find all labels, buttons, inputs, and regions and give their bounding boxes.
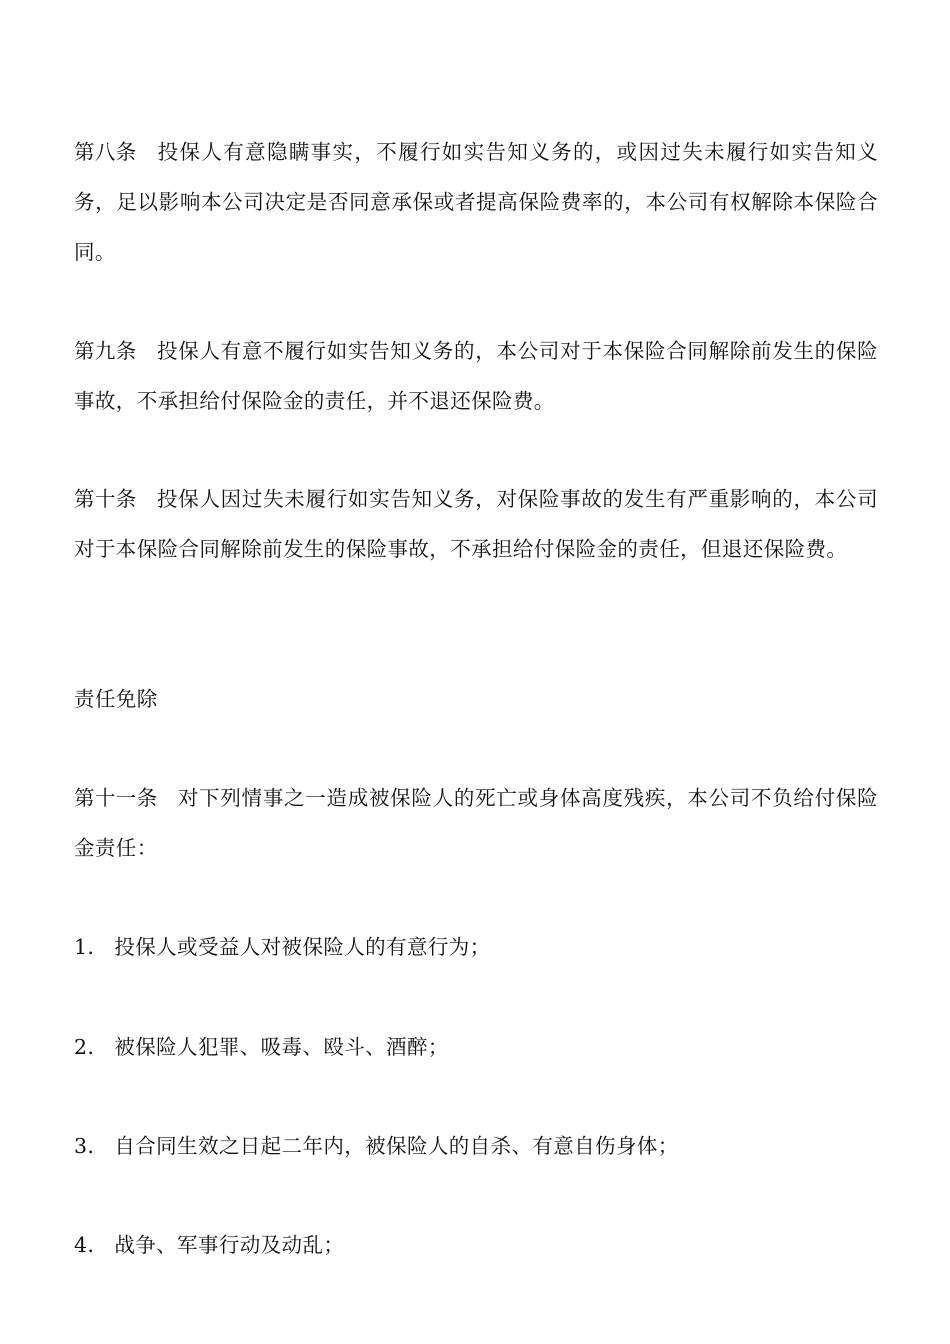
article-9-text: 投保人有意不履行如实告知义务的，本公司对于本保险合同解除前发生的保险事故，不承担给付保险金的责任，并不退还保险费。 [74,339,878,413]
exclusion-item-4-number: 4． [74,1233,109,1257]
exclusion-item-3-number: 3． [74,1134,109,1158]
exclusion-item-3 [74,1121,878,1171]
article-10 [74,474,878,574]
article-9 [74,326,878,426]
article-9-label: 第九条 [74,339,137,363]
exclusion-item-4 [74,1220,878,1270]
article-8-text: 投保人有意隐瞒事实，不履行如实告知义务的，或因过失未履行如实告知义务，足以影响本公司决定是否同意承保或者提高保险费率的，本公司有权解除本保险合同。 [74,140,878,264]
article-11 [74,773,878,873]
article-8-label: 第八条 [74,140,137,164]
article-11-text: 对下列情事之一造成被保险人的死亡或身体高度残疾，本公司不负给付保险金责任： [74,786,878,860]
section-heading: 责任免除 [74,687,158,711]
article-10-label: 第十条 [74,487,137,511]
article-10-text: 投保人因过失未履行如实告知义务，对保险事故的发生有严重影响的，本公司对于本保险合同解除前发生的保险事故，不承担给付保险金的责任，但退还保险费。 [74,487,878,561]
exclusion-item-2-number: 2． [74,1035,109,1059]
article-11-label: 第十一条 [74,786,158,810]
exclusion-item-4-text: 战争、军事行动及动乱； [114,1233,345,1257]
exclusion-item-1-text: 投保人或受益人对被保险人的有意行为； [114,935,491,959]
exclusion-item-2 [74,1022,878,1072]
exclusion-item-1 [74,922,878,972]
exclusion-item-3-text: 自合同生效之日起二年内，被保险人的自杀、有意自伤身体； [114,1134,679,1158]
article-8 [74,127,878,277]
exclusion-item-2-text: 被保险人犯罪、吸毒、殴斗、酒醉； [114,1035,449,1059]
exclusion-item-1-number: 1． [74,935,109,959]
